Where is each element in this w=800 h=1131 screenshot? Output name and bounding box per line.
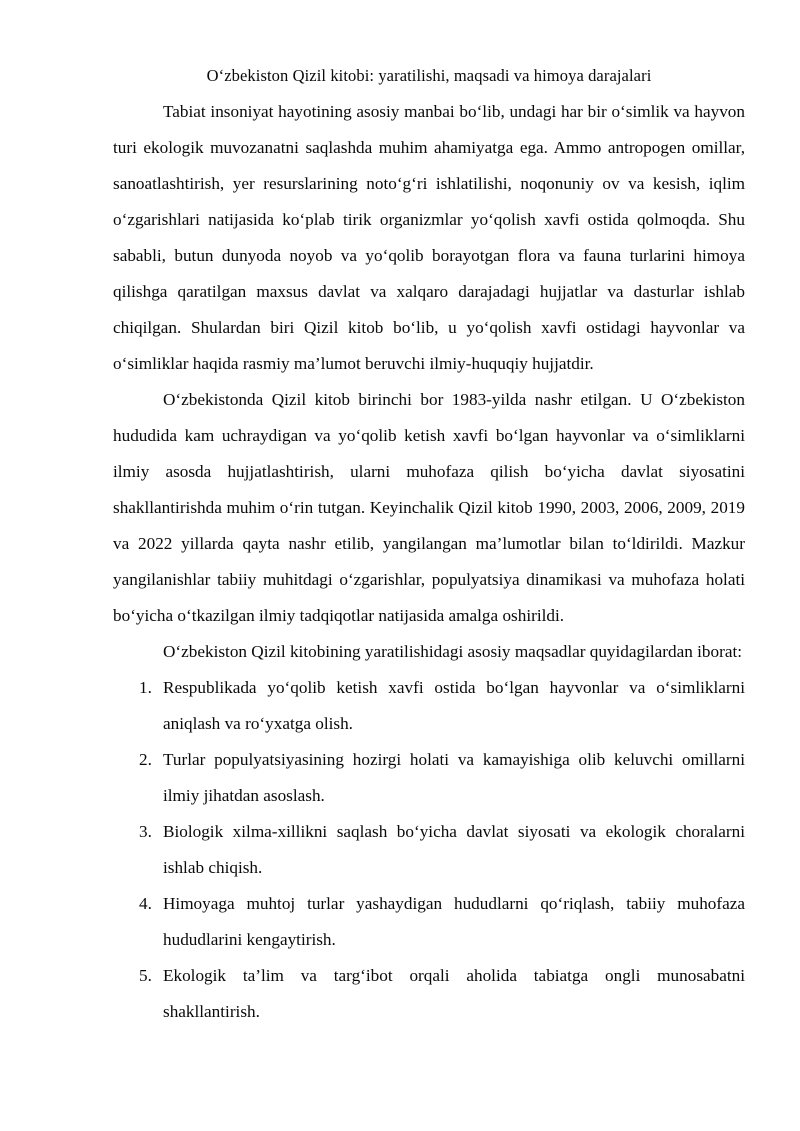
goals-list (113, 670, 745, 1030)
list-item (113, 670, 745, 742)
page-title: O‘zbekiston Qizil kitobi: yaratilishi, maqsadi va himoya darajalari (206, 66, 652, 85)
document-text-block (113, 58, 745, 1030)
list-item-label: Respublikada yo‘qolib ketish xavfi ostida bo‘lgan hayvonlar va o‘simliklarni aniqlash va ro‘yxatga olish. (163, 678, 745, 733)
list-item-label: Biologik xilma-xillikni saqlash bo‘yicha davlat siyosati va ekologik choralarni ishlab chiqish. (163, 822, 745, 877)
list-item-label: Ekologik ta’lim va targ‘ibot orqali aholida tabiatga ongli munosabatni shakllantirish. (163, 966, 745, 1021)
paragraph-history: O‘zbekistonda Qizil kitob birinchi bor 1983-yilda nashr etilgan. U O‘zbekiston hududida kam uchraydigan va yo‘qolib ketish xavfi bo‘lgan hayvonlar va o‘simliklarni ilmiy asosda hujjatlashtirish, ularni muhofaza qilish bo‘yicha davlat siyosatini shakllantirishda muhim o‘rin tutgan. Keyinchalik Qizil kitob 1990, 2003, 2006, 2009, 2019 va 2022 yillarda qayta nashr etilib, yangilangan ma’lumotlar bilan to‘ldirildi. Mazkur yangilanishlar tabiiy muhitdagi o‘zgarishlar, populyatsiya dinamikasi va muhofaza holati bo‘yicha o‘tkazilgan ilmiy tadqiqotlar natijasida amalga oshirildi. (113, 390, 745, 625)
list-item-label: Himoyaga muhtoj turlar yashaydigan hududlarni qo‘riqlash, tabiiy muhofaza hududlarini kengaytirish. (163, 894, 745, 949)
list-item (113, 886, 745, 958)
list-item (113, 958, 745, 1030)
paragraph-intro: Tabiat insoniyat hayotining asosiy manbai bo‘lib, undagi har bir o‘simlik va hayvon turi ekologik muvozanatni saqlashda muhim ahamiyatga ega. Ammo antropogen omillar, sanoatlashtirish, yer resurslarining noto‘g‘ri ishlatilishi, noqonuniy ov va kesish, iqlim o‘zgarishlari natijasida ko‘plab tirik organizmlar yo‘qolish xavfi ostida qolmoqda. Shu sababli, butun dunyoda noyob va yo‘qolib borayotgan flora va fauna turlarini himoya qilishga qaratilgan maxsus davlat va xalqaro darajadagi hujjatlar va dasturlar ishlab chiqilgan. Shulardan biri Qizil kitob bo‘lib, u yo‘qolish xavfi ostidagi hayvonlar va o‘simliklar haqida rasmiy ma’lumot beruvchi ilmiy-huquqiy hujjatdir. (113, 102, 745, 373)
list-item (113, 814, 745, 886)
paragraph-goals-lead-in: O‘zbekiston Qizil kitobining yaratilishidagi asosiy maqsadlar quyidagilardan iborat: (163, 642, 742, 661)
list-item (113, 742, 745, 814)
list-item-label: Turlar populyatsiyasining hozirgi holati va kamayishiga olib keluvchi omillarni ilmiy jihatdan asoslash. (163, 750, 745, 805)
